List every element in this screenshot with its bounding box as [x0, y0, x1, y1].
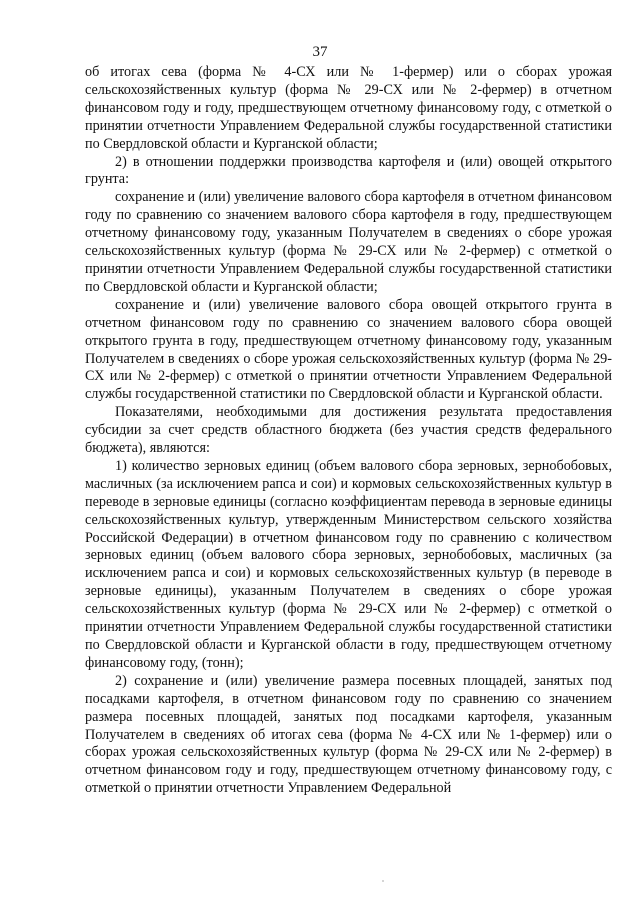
paragraph-vegetable-harvest: сохранение и (или) увеличение валового сбора овощей открытого грунта в отчетном финансовом году по сравнению со значением валового сбора овощей открытого грунта в году, предшествующем отчетному финансовому году, указанным Получателем в сведениях о сборе урожая сельскохозяйственных культур (форма № 29-СХ или № 2-фермер) с отметкой о принятии отчетности Управлением Федеральной службы государственной статистики по Свердловской области и Курганской области.	[85, 296, 612, 403]
paragraph-indicators-intro: Показателями, необходимыми для достижения результата предоставления субсидии за счет средств областного бюджета (без участия средств федерального бюджета), являются:	[85, 404, 612, 457]
paragraph-indicator-1: 1) количество зерновых единиц (объем валового сбора зерновых, зернобобовых, масличных (за исключением рапса и сои) и кормовых сельскохозяйственных культур в переводе в зерновые единицы (согласно коэффициентам перевода в зерновые единицы сельскохозяйственных культур, утвержденным Министерством сельского хозяйства Российской Федерации) в отчетном финансовом году по сравнению с количеством зерновых единиц (объем валового сбора зерновых, зернобобовых, масличных (за исключением рапса и сои) и кормовых сельскохозяйственных культур (в переводе в зерновые единицы), указанным Получателем в сведениях о сборе урожая сельскохозяйственных культур (форма № 29-СХ или № 2-фермер) с отметкой о принятии отчетности Управлением Федеральной службы государственной статистики по Свердловской области и Курганской области в году, предшествующем отчетному финансовому году, (тонн);	[85, 457, 612, 671]
paragraph-potato-harvest: сохранение и (или) увеличение валового сбора картофеля в отчетном финансовом году по сравнению со значением валового сбора картофеля в году, предшествующем отчетному финансовому году, указанным Получателем в сведениях о сборе урожая сельскохозяйственных культур (форма № 29-СХ или № 2-фермер) с отметкой о принятии отчетности Управлением Федеральной службы государственной статистики по Свердловской области и Курганской области;	[85, 189, 612, 295]
paragraph-continuation: об итогах сева (форма № 4-СХ или № 1-фермер) или о сборах урожая сельскохозяйственных культур (форма № 29-СХ или № 2-фермер) в отчетном финансовом году и году, предшествующем отчетному финансовому году, с отметкой о принятии отчетности Управлением Федеральной службы государственной статистики по Свердловской области и Курганской области;	[85, 64, 612, 152]
paragraph-indicator-2: 2) сохранение и (или) увеличение размера посевных площадей, занятых под посадками картофеля, в отчетном финансовом году по сравнению со значением размера посевных площадей, занятых под посадками картофеля, указанным Получателем в сведениях об итогах сева (форма № 4-СХ или № 1-фермер) или о сборах урожая сельскохозяйственных культур (форма № 29-СХ или № 2-фермер) в отчетном финансовом году и году, предшествующем отчетному финансовому году, с отметкой о принятии отчетности Управлением Федеральной	[85, 672, 612, 797]
paragraph-item-2: 2) в отношении поддержки производства картофеля и (или) овощей открытого грунта:	[85, 153, 612, 188]
page-number: 37	[312, 44, 328, 60]
document-body	[85, 64, 612, 798]
scan-mark	[382, 880, 384, 882]
